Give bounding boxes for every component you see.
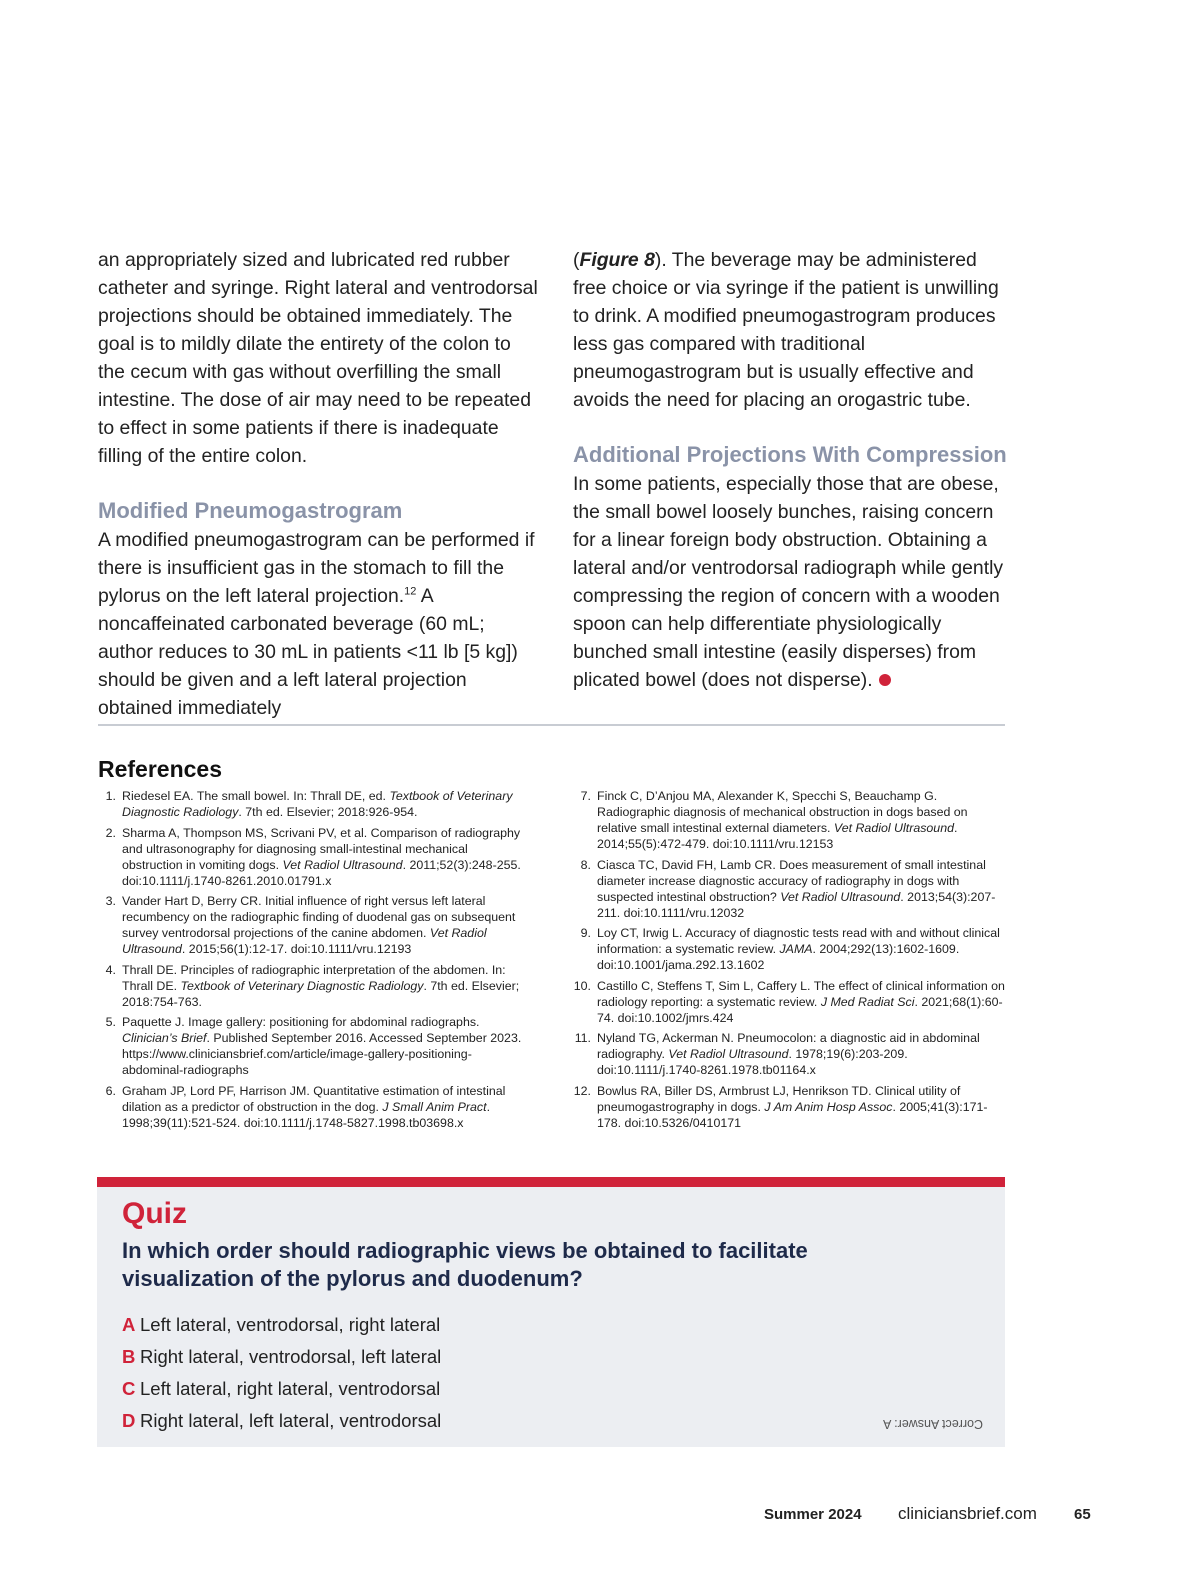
reference-text: Loy CT, Irwig L. Accuracy of diagnostic tests read with and without clinical information: a systematic review. [597,926,1000,957]
reference-journal: J Small Anim Pract [382,1099,487,1114]
reference-journal: Vet Radiol Ultrasound [282,857,403,872]
reference-number: 7. [580,789,591,803]
references-list-left [98,788,528,1136]
option-letter: C [122,1378,136,1399]
reference-text: Thrall DE. Principles of radiographic interpretation of the abdomen. In: Thrall DE. [122,962,506,993]
reference-journal: Textbook of Veterinary Diagnostic Radiology [122,789,513,819]
reference-journal: Vet Radiol Ultrasound [668,1047,789,1062]
reference-text: Ciasca TC, David FH, Lamb CR. Does measurement of small intestinal diameter increase diagnostic accuracy of radiography in dogs with suspected intestinal obstruction? [597,857,986,904]
reference-text: Nyland TG, Ackerman N. Pneumocolon: a diagnostic aid in abdominal radiography. [597,1031,980,1062]
figure-reference: Figure 8 [579,249,655,271]
body-paragraph [98,526,538,722]
reference-journal: Textbook of Veterinary Diagnostic Radiology [180,978,424,993]
option-text: Right lateral, left lateral, ventrodorsal [140,1410,442,1431]
quiz-title: Quiz [122,1197,187,1230]
body-text: In some patients, especially those that are obese, the small bowel loosely bunches, raising concern for a linear foreign body obstruction. Obtaining a lateral and/or ventrodorsal radiograph while gently compressing the region of concern with a wooden spoon can help differentiate physiologically bunched small intestine (easily disperses) from plicated bowel (does not disperse). [573,473,1004,691]
references-title: References [98,756,223,782]
reference-text: . 2004;292(13):1602-1609. doi:10.1001/jama.292.13.1602 [597,942,960,973]
body-text: ( [573,249,580,271]
right-column [573,246,1013,694]
reference-item [98,1014,528,1078]
reference-text: . 2013;54(3):207-211. doi:10.1111/vru.12032 [597,889,996,920]
reference-number: 10. [573,978,591,993]
reference-item [573,1030,1005,1078]
body-text: ). The beverage may be administered free choice or via syringe if the patient is unwilling to drink. A modified pneumogastrogram produces less gas compared with traditional pneumogastrogram but is usually effective and avoids the need for placing an orogastric tube. [573,249,999,411]
left-column [98,246,538,722]
reference-number: 1. [105,789,116,803]
reference-item [98,893,528,957]
reference-number: 4. [105,962,116,977]
reference-text: . 2014;55(5):472-479. doi:10.1111/vru.12153 [597,821,958,851]
quiz-question: In which order should radiographic views be obtained to facilitate visualization of the pylorus and duodenum? [122,1238,808,1291]
option-text: Left lateral, ventrodorsal, right lateral [140,1314,441,1335]
reference-journal: J Med Radiat Sci [820,994,915,1009]
reference-journal: Vet Radiol Ultrasound [122,926,487,957]
quiz-option-c [122,1373,441,1405]
reference-journal: J Am Anim Hosp Assoc [764,1099,893,1114]
reference-item [98,1083,528,1131]
option-letter: D [122,1410,136,1431]
reference-text: Finck C, D’Anjou MA, Alexander K, Specchi S, Beauchamp G. Radiographic diagnosis of mechanical obstruction in dogs based on relative small intestinal external diameters. [597,789,968,835]
section-heading-compression: Additional Projections With Compression [573,442,1007,467]
reference-text: . 7th ed. Elsevier; 2018:754-763. [122,978,520,1009]
reference-text: . 1978;19(6):203-209. doi:10.1111/j.1740-8261.1978.tb01164.x [597,1047,908,1078]
reference-item [98,825,528,889]
citation-superscript: 12 [404,585,417,598]
quiz-option-b [122,1341,441,1373]
quiz-option-a [122,1309,441,1341]
reference-number: 6. [105,1083,116,1098]
reference-text: . 2021;68(1):60-74. doi:10.1002/jmrs.424 [597,994,1003,1025]
quiz-box [97,1177,1005,1447]
reference-text: . Published September 2016. Accessed September 2023. https://www.cliniciansbrief.com/article/image-gallery-positioning-abdominal-radiographs [122,1031,522,1078]
reference-item [573,857,1005,921]
reference-text: Riedesel EA. The small bowel. In: Thrall DE, ed. [122,789,390,803]
reference-journal: Vet Radiol Ultrasound [780,889,901,904]
body-text: A noncaffeinated carbonated beverage (60 mL; author reduces to 30 mL in patients <11 lb [5 kg]) should be given and a left lateral projection obtained immediately [98,585,518,719]
body-text: A modified pneumogastrogram can be performed if there is insufficient gas in the stomach to fill the pylorus on the left lateral projection. [98,529,535,607]
section-heading-pneumogastrogram: Modified Pneumogastrogram [98,498,403,523]
reference-item [573,788,1005,852]
reference-text: Castillo C, Steffens T, Sim L, Caffery L. The effect of clinical information on radiology reporting: a systematic review. [597,978,1005,1009]
reference-text: Graham JP, Lord PF, Harrison JM. Quantitative estimation of intestinal dilation as a predictor of obstruction in the dog. [122,1083,506,1114]
option-letter: A [122,1314,136,1335]
reference-number: 11. [574,1031,591,1046]
correct-answer-upside-down: Correct Answer: A [882,1417,983,1431]
reference-text: . 1998;39(11):521-524. doi:10.1111/j.1748-5827.1998.tb03698.x [122,1099,491,1130]
reference-number: 9. [580,926,591,941]
reference-journal: Vet Radiol Ultrasound [833,821,954,835]
reference-item [98,788,528,820]
body-paragraph [573,246,1013,414]
reference-text: . 2015;56(1):12-17. doi:10.1111/vru.12193 [181,942,412,957]
reference-number: 8. [580,857,591,872]
body-paragraph: an appropriately sized and lubricated red rubber catheter and syringe. Right lateral and ventrodorsal projections should be obtained immediately. The goal is to mildly dilate the entirety of the colon to the cecum with gas without overfilling the small intestine. The dose of air may need to be repeated to effect in some patients if there is inadequate filling of the entire colon. [98,249,538,467]
reference-text: . 2005;41(3):171-178. doi:10.5326/0410171 [597,1099,988,1130]
reference-number: 3. [105,894,116,909]
reference-item [573,925,1005,973]
reference-text: . 7th ed. Elsevier; 2018:926-954. [238,805,418,819]
page-number: 65 [1074,1506,1091,1523]
reference-journal: JAMA [779,942,813,957]
reference-text: Paquette J. Image gallery: positioning for abdominal radiographs. [122,1015,480,1030]
body-paragraph [573,470,1013,694]
reference-journal: Clinician’s Brief [122,1031,207,1046]
reference-text: Bowlus RA, Biller DS, Armbrust LJ, Henrikson TD. Clinical utility of pneumogastrography in dogs. [597,1083,961,1114]
references-list-right [573,788,1005,1136]
option-letter: B [122,1346,136,1367]
reference-item [98,962,528,1010]
reference-text: Sharma A, Thompson MS, Scrivani PV, et al. Comparison of radiography and ultrasonography for diagnosing small-intestinal mechanical obstruction in vomiting dogs. [122,825,521,872]
section-divider [98,724,1005,726]
reference-text: Vander Hart D, Berry CR. Initial influence of right versus left lateral recumbency on the radiographic finding of duodenal gas on subsequent survey ventrodorsal projections of the canine abdomen. [122,894,516,941]
reference-number: 5. [105,1015,116,1030]
reference-item [573,1083,1005,1131]
option-text: Right lateral, ventrodorsal, left lateral [140,1346,442,1367]
option-text: Left lateral, right lateral, ventrodorsal [140,1378,441,1399]
reference-text: . 2011;52(3):248-255. doi:10.1111/j.1740-8261.2010.01791.x [122,857,521,888]
end-of-article-dot-icon [879,674,891,686]
reference-item [573,978,1005,1026]
quiz-accent-bar [97,1177,1005,1187]
footer-website: cliniciansbrief.com [898,1504,1037,1523]
footer-issue: Summer 2024 [764,1506,862,1523]
quiz-option-d [122,1405,441,1437]
quiz-options [122,1309,441,1437]
reference-number: 2. [105,825,116,840]
reference-number: 12. [573,1083,591,1098]
